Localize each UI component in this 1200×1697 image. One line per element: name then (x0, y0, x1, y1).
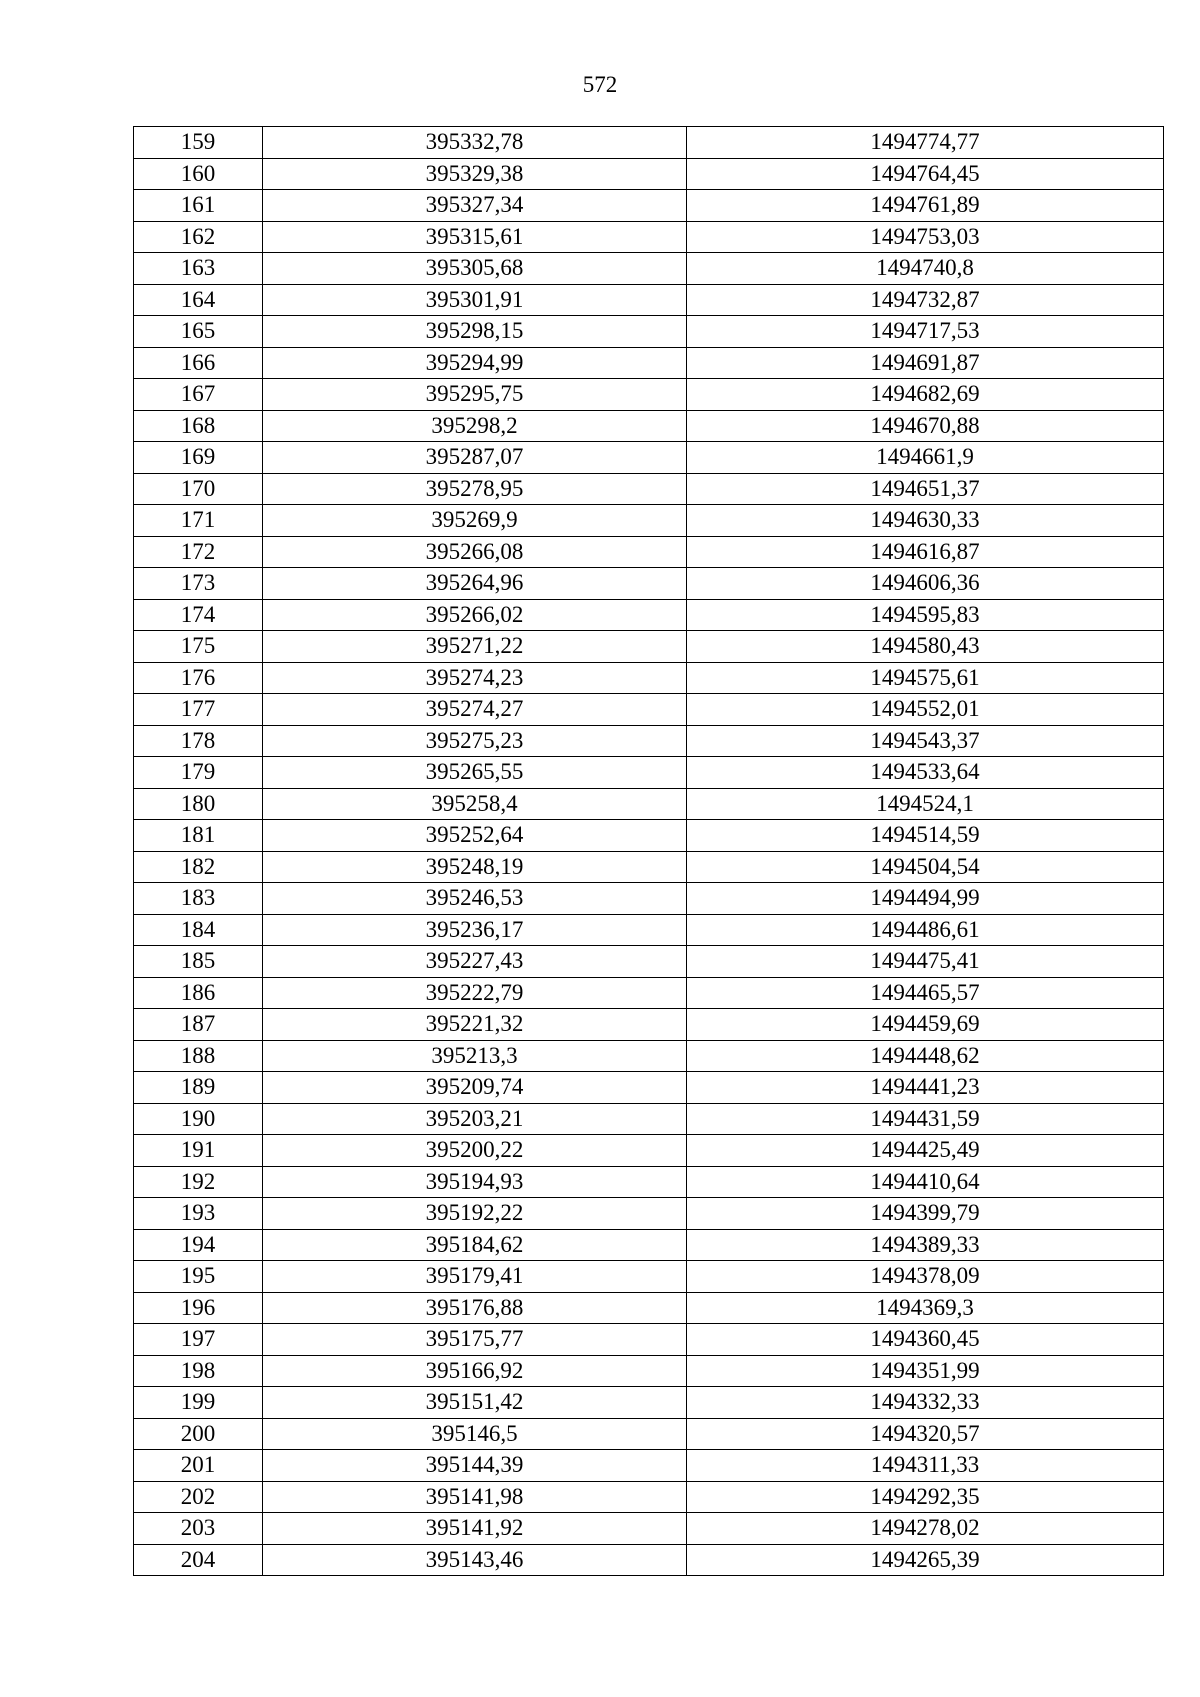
point-number-cell: 185 (134, 946, 263, 978)
table-row (134, 1324, 1164, 1356)
table-row (134, 631, 1164, 663)
point-number-cell: 162 (134, 221, 263, 253)
y-coordinate-cell: 1494732,87 (687, 284, 1164, 316)
y-coordinate-cell: 1494774,77 (687, 127, 1164, 159)
x-coordinate-cell: 395236,17 (263, 914, 687, 946)
point-number-cell: 198 (134, 1355, 263, 1387)
point-number-cell: 194 (134, 1229, 263, 1261)
table-row (134, 284, 1164, 316)
point-number-cell: 173 (134, 568, 263, 600)
y-coordinate-cell: 1494360,45 (687, 1324, 1164, 1356)
x-coordinate-cell: 395141,98 (263, 1481, 687, 1513)
x-coordinate-cell: 395143,46 (263, 1544, 687, 1576)
point-number-cell: 200 (134, 1418, 263, 1450)
x-coordinate-cell: 395209,74 (263, 1072, 687, 1104)
point-number-cell: 177 (134, 694, 263, 726)
table-row (134, 1544, 1164, 1576)
table-row (134, 1387, 1164, 1419)
table-row (134, 1355, 1164, 1387)
point-number-cell: 170 (134, 473, 263, 505)
table-row (134, 851, 1164, 883)
y-coordinate-cell: 1494378,09 (687, 1261, 1164, 1293)
point-number-cell: 165 (134, 316, 263, 348)
coordinates-table-body (134, 127, 1164, 1576)
y-coordinate-cell: 1494514,59 (687, 820, 1164, 852)
y-coordinate-cell: 1494448,62 (687, 1040, 1164, 1072)
point-number-cell: 190 (134, 1103, 263, 1135)
point-number-cell: 161 (134, 190, 263, 222)
y-coordinate-cell: 1494575,61 (687, 662, 1164, 694)
point-number-cell: 171 (134, 505, 263, 537)
point-number-cell: 164 (134, 284, 263, 316)
y-coordinate-cell: 1494580,43 (687, 631, 1164, 663)
table-row (134, 505, 1164, 537)
x-coordinate-cell: 395265,55 (263, 757, 687, 789)
x-coordinate-cell: 395329,38 (263, 158, 687, 190)
table-row (134, 1418, 1164, 1450)
table-row (134, 253, 1164, 285)
x-coordinate-cell: 395327,34 (263, 190, 687, 222)
y-coordinate-cell: 1494504,54 (687, 851, 1164, 883)
table-row (134, 158, 1164, 190)
x-coordinate-cell: 395295,75 (263, 379, 687, 411)
y-coordinate-cell: 1494465,57 (687, 977, 1164, 1009)
y-coordinate-cell: 1494616,87 (687, 536, 1164, 568)
x-coordinate-cell: 395269,9 (263, 505, 687, 537)
table-row (134, 757, 1164, 789)
x-coordinate-cell: 395266,08 (263, 536, 687, 568)
x-coordinate-cell: 395246,53 (263, 883, 687, 915)
y-coordinate-cell: 1494320,57 (687, 1418, 1164, 1450)
table-row (134, 1481, 1164, 1513)
point-number-cell: 188 (134, 1040, 263, 1072)
table-row (134, 1072, 1164, 1104)
table-row (134, 725, 1164, 757)
x-coordinate-cell: 395176,88 (263, 1292, 687, 1324)
y-coordinate-cell: 1494595,83 (687, 599, 1164, 631)
y-coordinate-cell: 1494764,45 (687, 158, 1164, 190)
x-coordinate-cell: 395271,22 (263, 631, 687, 663)
point-number-cell: 197 (134, 1324, 263, 1356)
table-row (134, 347, 1164, 379)
point-number-cell: 168 (134, 410, 263, 442)
table-row (134, 221, 1164, 253)
table-row (134, 694, 1164, 726)
table-row (134, 788, 1164, 820)
page-number: 572 (582, 72, 618, 97)
y-coordinate-cell: 1494682,69 (687, 379, 1164, 411)
point-number-cell: 199 (134, 1387, 263, 1419)
x-coordinate-cell: 395275,23 (263, 725, 687, 757)
point-number-cell: 169 (134, 442, 263, 474)
point-number-cell: 189 (134, 1072, 263, 1104)
table-row (134, 536, 1164, 568)
y-coordinate-cell: 1494651,37 (687, 473, 1164, 505)
x-coordinate-cell: 395266,02 (263, 599, 687, 631)
x-coordinate-cell: 395184,62 (263, 1229, 687, 1261)
table-row (134, 568, 1164, 600)
x-coordinate-cell: 395141,92 (263, 1513, 687, 1545)
table-row (134, 946, 1164, 978)
point-number-cell: 160 (134, 158, 263, 190)
table-row (134, 316, 1164, 348)
table-row (134, 1009, 1164, 1041)
x-coordinate-cell: 395248,19 (263, 851, 687, 883)
y-coordinate-cell: 1494459,69 (687, 1009, 1164, 1041)
y-coordinate-cell: 1494425,49 (687, 1135, 1164, 1167)
y-coordinate-cell: 1494292,35 (687, 1481, 1164, 1513)
x-coordinate-cell: 395222,79 (263, 977, 687, 1009)
point-number-cell: 196 (134, 1292, 263, 1324)
x-coordinate-cell: 395194,93 (263, 1166, 687, 1198)
y-coordinate-cell: 1494740,8 (687, 253, 1164, 285)
y-coordinate-cell: 1494389,33 (687, 1229, 1164, 1261)
x-coordinate-cell: 395200,22 (263, 1135, 687, 1167)
y-coordinate-cell: 1494475,41 (687, 946, 1164, 978)
y-coordinate-cell: 1494332,33 (687, 1387, 1164, 1419)
table-row (134, 1135, 1164, 1167)
y-coordinate-cell: 1494311,33 (687, 1450, 1164, 1482)
point-number-cell: 202 (134, 1481, 263, 1513)
y-coordinate-cell: 1494369,3 (687, 1292, 1164, 1324)
table-row (134, 190, 1164, 222)
table-row (134, 1261, 1164, 1293)
point-number-cell: 178 (134, 725, 263, 757)
x-coordinate-cell: 395264,96 (263, 568, 687, 600)
coordinates-table (133, 126, 1164, 1576)
x-coordinate-cell: 395315,61 (263, 221, 687, 253)
x-coordinate-cell: 395146,5 (263, 1418, 687, 1450)
y-coordinate-cell: 1494399,79 (687, 1198, 1164, 1230)
point-number-cell: 174 (134, 599, 263, 631)
x-coordinate-cell: 395287,07 (263, 442, 687, 474)
point-number-cell: 175 (134, 631, 263, 663)
x-coordinate-cell: 395213,3 (263, 1040, 687, 1072)
point-number-cell: 172 (134, 536, 263, 568)
point-number-cell: 176 (134, 662, 263, 694)
y-coordinate-cell: 1494543,37 (687, 725, 1164, 757)
y-coordinate-cell: 1494661,9 (687, 442, 1164, 474)
point-number-cell: 181 (134, 820, 263, 852)
point-number-cell: 184 (134, 914, 263, 946)
table-row (134, 1198, 1164, 1230)
table-row (134, 883, 1164, 915)
x-coordinate-cell: 395192,22 (263, 1198, 687, 1230)
x-coordinate-cell: 395252,64 (263, 820, 687, 852)
point-number-cell: 180 (134, 788, 263, 820)
x-coordinate-cell: 395175,77 (263, 1324, 687, 1356)
y-coordinate-cell: 1494630,33 (687, 505, 1164, 537)
table-row (134, 1513, 1164, 1545)
table-row (134, 127, 1164, 159)
x-coordinate-cell: 395298,2 (263, 410, 687, 442)
point-number-cell: 163 (134, 253, 263, 285)
point-number-cell: 159 (134, 127, 263, 159)
table-row (134, 1229, 1164, 1261)
point-number-cell: 203 (134, 1513, 263, 1545)
table-row (134, 662, 1164, 694)
point-number-cell: 192 (134, 1166, 263, 1198)
x-coordinate-cell: 395294,99 (263, 347, 687, 379)
point-number-cell: 182 (134, 851, 263, 883)
table-row (134, 410, 1164, 442)
point-number-cell: 183 (134, 883, 263, 915)
y-coordinate-cell: 1494486,61 (687, 914, 1164, 946)
x-coordinate-cell: 395221,32 (263, 1009, 687, 1041)
x-coordinate-cell: 395278,95 (263, 473, 687, 505)
point-number-cell: 187 (134, 1009, 263, 1041)
x-coordinate-cell: 395298,15 (263, 316, 687, 348)
table-row (134, 914, 1164, 946)
x-coordinate-cell: 395179,41 (263, 1261, 687, 1293)
table-row (134, 1040, 1164, 1072)
x-coordinate-cell: 395166,92 (263, 1355, 687, 1387)
table-row (134, 1292, 1164, 1324)
table-row (134, 379, 1164, 411)
y-coordinate-cell: 1494606,36 (687, 568, 1164, 600)
point-number-cell: 191 (134, 1135, 263, 1167)
x-coordinate-cell: 395332,78 (263, 127, 687, 159)
y-coordinate-cell: 1494410,64 (687, 1166, 1164, 1198)
point-number-cell: 166 (134, 347, 263, 379)
point-number-cell: 195 (134, 1261, 263, 1293)
y-coordinate-cell: 1494265,39 (687, 1544, 1164, 1576)
y-coordinate-cell: 1494431,59 (687, 1103, 1164, 1135)
x-coordinate-cell: 395305,68 (263, 253, 687, 285)
point-number-cell: 193 (134, 1198, 263, 1230)
y-coordinate-cell: 1494494,99 (687, 883, 1164, 915)
x-coordinate-cell: 395227,43 (263, 946, 687, 978)
x-coordinate-cell: 395144,39 (263, 1450, 687, 1482)
point-number-cell: 201 (134, 1450, 263, 1482)
point-number-cell: 179 (134, 757, 263, 789)
table-row (134, 473, 1164, 505)
table-row (134, 599, 1164, 631)
y-coordinate-cell: 1494533,64 (687, 757, 1164, 789)
y-coordinate-cell: 1494524,1 (687, 788, 1164, 820)
table-row (134, 820, 1164, 852)
y-coordinate-cell: 1494691,87 (687, 347, 1164, 379)
y-coordinate-cell: 1494761,89 (687, 190, 1164, 222)
point-number-cell: 204 (134, 1544, 263, 1576)
y-coordinate-cell: 1494670,88 (687, 410, 1164, 442)
x-coordinate-cell: 395151,42 (263, 1387, 687, 1419)
point-number-cell: 186 (134, 977, 263, 1009)
table-row (134, 1103, 1164, 1135)
y-coordinate-cell: 1494441,23 (687, 1072, 1164, 1104)
table-row (134, 1450, 1164, 1482)
y-coordinate-cell: 1494278,02 (687, 1513, 1164, 1545)
x-coordinate-cell: 395301,91 (263, 284, 687, 316)
y-coordinate-cell: 1494717,53 (687, 316, 1164, 348)
table-row (134, 1166, 1164, 1198)
x-coordinate-cell: 395274,27 (263, 694, 687, 726)
table-row (134, 442, 1164, 474)
y-coordinate-cell: 1494753,03 (687, 221, 1164, 253)
x-coordinate-cell: 395258,4 (263, 788, 687, 820)
x-coordinate-cell: 395203,21 (263, 1103, 687, 1135)
y-coordinate-cell: 1494351,99 (687, 1355, 1164, 1387)
x-coordinate-cell: 395274,23 (263, 662, 687, 694)
y-coordinate-cell: 1494552,01 (687, 694, 1164, 726)
table-row (134, 977, 1164, 1009)
point-number-cell: 167 (134, 379, 263, 411)
